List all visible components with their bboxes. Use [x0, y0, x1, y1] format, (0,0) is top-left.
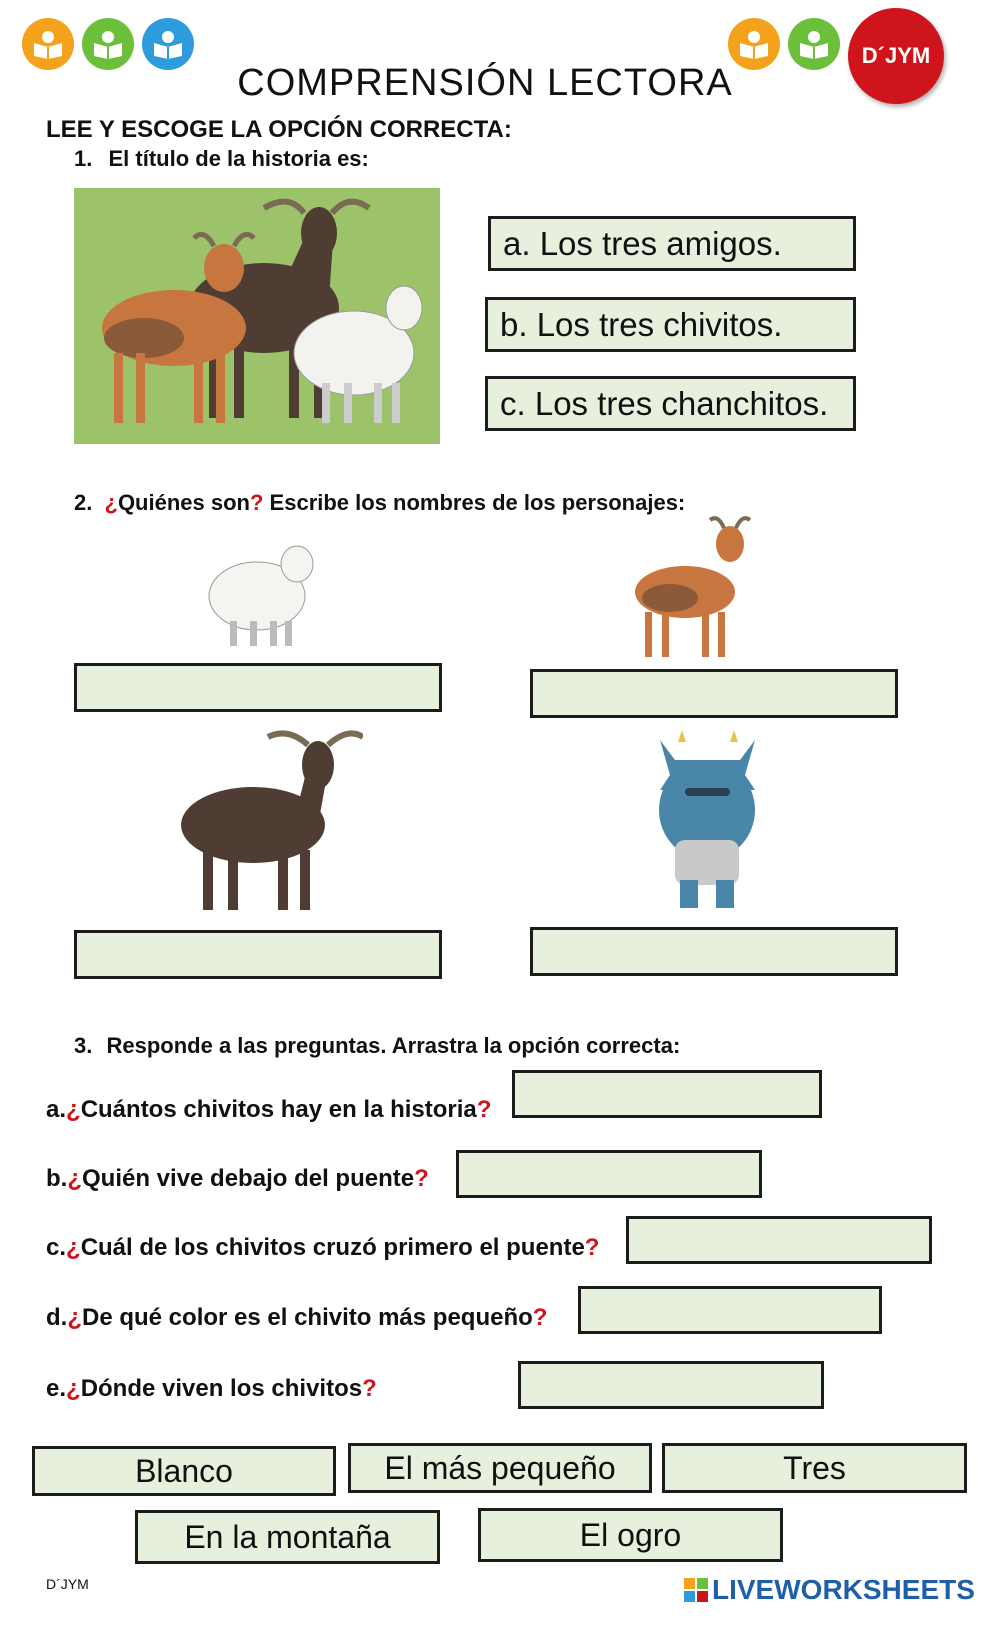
brand-label: D´JYM: [861, 43, 931, 68]
question-b-letter: b.: [46, 1165, 68, 1192]
question-b-close: ?: [414, 1165, 429, 1192]
page-title: COMPRENSIÓN LECTORA: [237, 62, 733, 104]
question-a: [46, 1096, 491, 1124]
goats-illustration: [74, 188, 440, 444]
drag-option-el-mas-pequeno[interactable]: El más pequeño: [348, 1443, 652, 1493]
question-d-close: ?: [532, 1304, 548, 1331]
q2-rest: Escribe los nombres de los personajes:: [263, 490, 686, 515]
question-c-letter: c.: [46, 1234, 67, 1261]
liveworksheets-text: LIVEWORKSHEETS: [712, 1574, 975, 1605]
q3-heading: [74, 1033, 680, 1059]
question-c-open: ¿: [66, 1234, 81, 1261]
q3-text: Responde a las preguntas. Arrastra la opción correcta:: [106, 1033, 681, 1058]
drop-box-a[interactable]: [512, 1070, 822, 1118]
drag-option-blanco[interactable]: Blanco: [32, 1446, 336, 1496]
answer-box-small-goat[interactable]: [530, 669, 898, 718]
drop-box-b[interactable]: [456, 1150, 762, 1198]
q2-number: 2.: [74, 490, 93, 515]
small-goat-image: [630, 512, 765, 662]
drop-box-e[interactable]: [518, 1361, 824, 1409]
big-goat-image: [168, 725, 363, 915]
drag-option-tres[interactable]: Tres: [662, 1443, 967, 1493]
answer-box-big-goat[interactable]: [74, 930, 442, 979]
question-b: [46, 1165, 429, 1193]
drop-box-d[interactable]: [578, 1286, 882, 1334]
question-d-letter: d.: [46, 1304, 68, 1331]
q2-heading: [74, 490, 685, 516]
question-d-text: De qué color es el chivito más pequeño: [82, 1304, 533, 1331]
question-e-close: ?: [362, 1375, 377, 1402]
q1-number: 1.: [74, 146, 93, 171]
drop-box-c[interactable]: [626, 1216, 932, 1264]
liveworksheets-icon: [684, 1578, 708, 1602]
option-a[interactable]: a. Los tres amigos.: [488, 216, 856, 271]
question-b-open: ¿: [67, 1165, 82, 1192]
question-c: [46, 1234, 599, 1262]
answer-box-ogre[interactable]: [530, 927, 898, 976]
q3-number: 3.: [74, 1033, 93, 1058]
liveworksheets-logo[interactable]: [684, 1574, 975, 1606]
answer-box-sheep[interactable]: [74, 663, 442, 712]
question-c-close: ?: [584, 1234, 600, 1261]
option-c[interactable]: c. Los tres chanchitos.: [485, 376, 856, 431]
option-b[interactable]: b. Los tres chivitos.: [485, 297, 856, 352]
question-e-open: ¿: [66, 1375, 81, 1402]
question-e: [46, 1375, 377, 1403]
q2-question-word: Quiénes son: [117, 490, 250, 515]
q1-heading: [74, 146, 369, 172]
drag-option-el-ogro[interactable]: El ogro: [478, 1508, 783, 1562]
question-d-open: ¿: [67, 1304, 82, 1331]
drag-option-en-la-montana[interactable]: En la montaña: [135, 1510, 440, 1564]
q2-close: ?: [249, 490, 264, 515]
footer-author: D´JYM: [46, 1576, 89, 1592]
question-a-text: Cuántos chivitos hay en la historia: [80, 1096, 477, 1123]
sheep-image: [205, 536, 320, 648]
question-e-text: Dónde viven los chivitos: [80, 1375, 363, 1402]
ogre-image: [650, 730, 765, 912]
question-d: [46, 1304, 547, 1332]
question-a-open: ¿: [66, 1096, 81, 1123]
question-c-text: Cuál de los chivitos cruzó primero el puente: [80, 1234, 585, 1261]
q1-text: El título de la historia es:: [108, 146, 369, 171]
question-a-letter: a.: [46, 1096, 67, 1123]
question-e-letter: e.: [46, 1375, 67, 1402]
question-b-text: Quién vive debajo del puente: [82, 1165, 415, 1192]
question-a-close: ?: [476, 1096, 492, 1123]
q2-open: ¿: [104, 490, 118, 515]
instruction: LEE Y ESCOGE LA OPCIÓN CORRECTA:: [46, 116, 512, 143]
